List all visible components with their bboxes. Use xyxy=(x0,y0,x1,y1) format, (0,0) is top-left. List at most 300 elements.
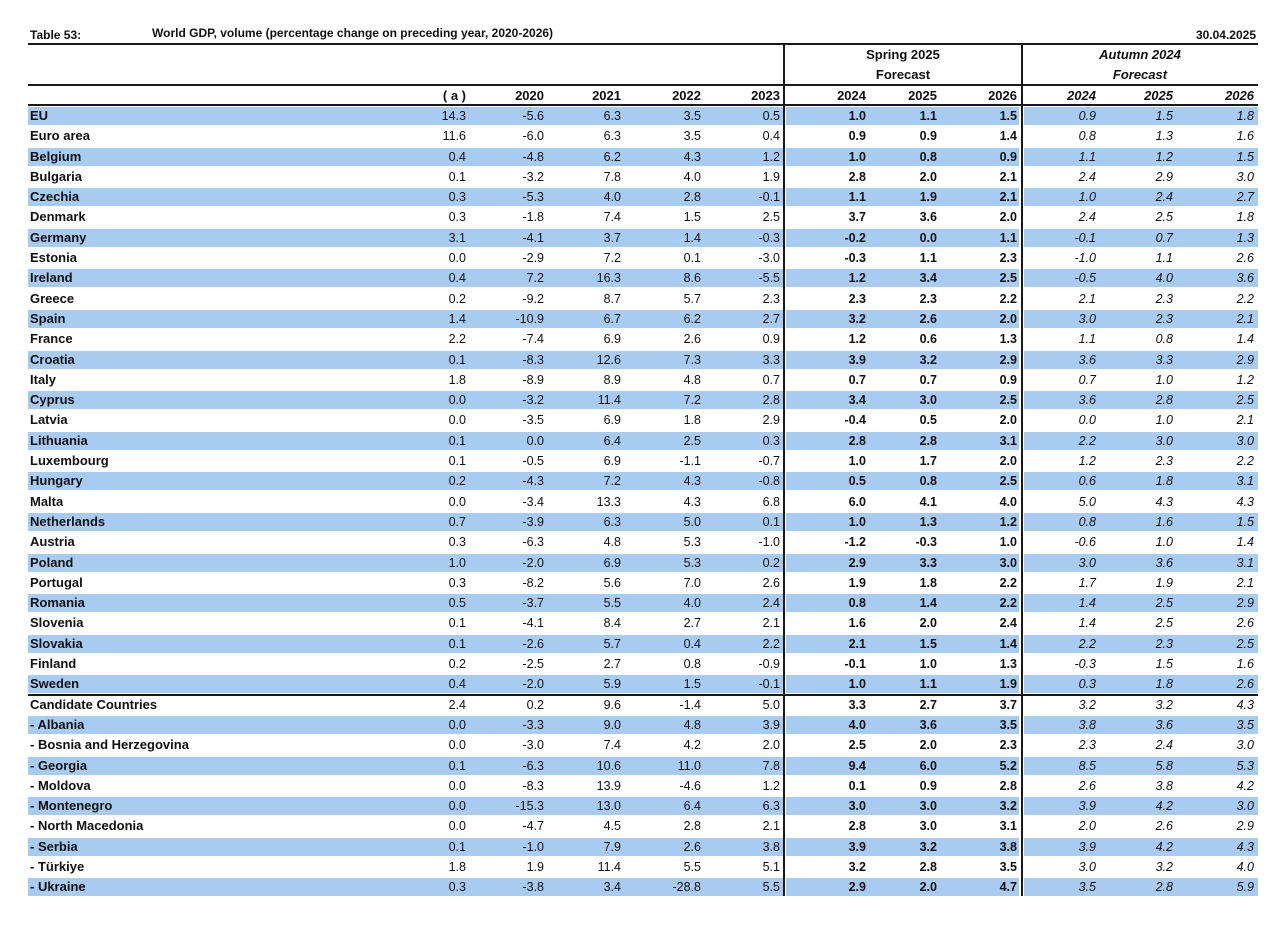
cell-value: 0.0 xyxy=(1078,413,1096,428)
cell-value: 2.9 xyxy=(762,413,780,428)
cell-value: 2.1 xyxy=(762,819,780,834)
cell-value: 2.5 xyxy=(1155,210,1173,225)
row-shading xyxy=(28,635,783,653)
cell-value: 1.1 xyxy=(919,109,937,123)
table-row xyxy=(28,573,1258,593)
cell-value: 2.9 xyxy=(1236,819,1254,834)
cell-value: -4.8 xyxy=(522,149,544,164)
cell-value: 5.9 xyxy=(603,677,621,692)
cell-value: 7.2 xyxy=(603,251,621,266)
cell-value: 3.2 xyxy=(919,839,937,854)
cell-value: 0.0 xyxy=(448,251,466,266)
cell-value: 2.7 xyxy=(603,657,621,672)
cell-value: 7.4 xyxy=(603,738,621,753)
cell-value: 0.7 xyxy=(1078,372,1096,387)
cell-value: 6.8 xyxy=(762,494,780,509)
cell-value: 0.8 xyxy=(919,149,937,164)
cell-value: 3.6 xyxy=(919,717,937,732)
cell-value: 2.0 xyxy=(999,413,1017,428)
table-row xyxy=(28,106,1258,126)
cell-value: 3.1 xyxy=(1236,474,1254,489)
cell-value: 5.2 xyxy=(999,758,1017,773)
cell-value: 3.0 xyxy=(1236,169,1254,184)
cell-value: 1.2 xyxy=(848,332,866,347)
cell-value: 2.8 xyxy=(1155,880,1173,895)
row-label: Finland xyxy=(30,656,77,672)
cell-value: 2.0 xyxy=(919,738,937,753)
table-row xyxy=(28,756,1258,776)
cell-value: -1.0 xyxy=(758,535,780,550)
cell-value: 6.0 xyxy=(848,494,866,509)
cell-value: 6.7 xyxy=(603,311,621,326)
cell-value: 2.0 xyxy=(999,210,1017,225)
cell-value: 3.9 xyxy=(1078,839,1096,854)
cell-value: 0.1 xyxy=(848,778,866,793)
spring-forecast-name: Spring 2025 xyxy=(866,47,940,62)
cell-value: 3.7 xyxy=(999,697,1017,712)
cell-value: 3.8 xyxy=(999,839,1017,854)
cell-value: 4.0 xyxy=(683,596,701,611)
row-label: - Bosnia and Herzegovina xyxy=(30,737,189,753)
row-shading xyxy=(28,513,783,531)
cell-value: 4.5 xyxy=(603,819,621,834)
cell-value: -15.3 xyxy=(515,799,544,814)
cell-value: 3.6 xyxy=(1155,717,1173,732)
cell-value: 3.2 xyxy=(1155,697,1173,712)
cell-value: -1.4 xyxy=(679,697,701,712)
cell-value: 7.8 xyxy=(603,169,621,184)
cell-value: 1.8 xyxy=(448,859,466,874)
cell-value: 1.0 xyxy=(448,555,466,570)
cell-value: 4.3 xyxy=(1236,697,1254,712)
table-row xyxy=(28,492,1258,512)
cell-value: -3.8 xyxy=(522,880,544,895)
cell-value: 0.2 xyxy=(448,291,466,306)
cell-value: 0.8 xyxy=(683,657,701,672)
cell-value: 0.3 xyxy=(448,535,466,550)
row-shading xyxy=(786,148,1019,166)
cell-value: 1.5 xyxy=(1155,109,1173,123)
cell-value: 3.3 xyxy=(762,352,780,367)
cell-value: 0.1 xyxy=(448,636,466,651)
cell-value: 2.6 xyxy=(1236,677,1254,692)
autumn-forecast-name: Autumn 2024 xyxy=(1099,47,1181,62)
cell-value: 2.6 xyxy=(1236,616,1254,631)
cell-value: 1.9 xyxy=(762,169,780,184)
cell-value: 2.5 xyxy=(999,271,1017,286)
cell-value: 3.5 xyxy=(999,717,1017,732)
table-row xyxy=(28,654,1258,674)
cell-value: 0.1 xyxy=(683,251,701,266)
row-shading xyxy=(28,757,783,775)
cell-value: 2.1 xyxy=(999,190,1017,205)
cell-value: 1.6 xyxy=(1155,514,1173,529)
cell-value: 1.0 xyxy=(1155,372,1173,387)
cell-value: 2.8 xyxy=(683,819,701,834)
cell-value: 4.3 xyxy=(683,494,701,509)
cell-value: -1.0 xyxy=(1074,251,1096,266)
row-label: Netherlands xyxy=(30,513,106,529)
cell-value: 3.1 xyxy=(999,433,1017,448)
row-shading xyxy=(28,797,783,815)
cell-value: -3.2 xyxy=(522,393,544,408)
cell-value: -4.1 xyxy=(522,616,544,631)
cell-value: 2.9 xyxy=(999,352,1017,367)
column-header-row xyxy=(28,86,1258,106)
cell-value: 2.4 xyxy=(1155,738,1173,753)
cell-value: 0.9 xyxy=(848,129,866,144)
cell-value: -4.3 xyxy=(522,474,544,489)
cell-value: -3.3 xyxy=(522,717,544,732)
cell-value: 0.0 xyxy=(448,738,466,753)
cell-value: 0.9 xyxy=(1078,109,1096,123)
table-row xyxy=(28,532,1258,552)
table-row xyxy=(28,431,1258,451)
cell-value: 4.2 xyxy=(1236,778,1254,793)
cell-value: 1.6 xyxy=(1236,657,1254,672)
cell-value: 1.8 xyxy=(1155,474,1173,489)
table-row xyxy=(28,776,1258,796)
cell-value: 0.9 xyxy=(762,332,780,347)
cell-value: 7.2 xyxy=(683,393,701,408)
table-header-line xyxy=(28,26,1258,44)
cell-value: 4.7 xyxy=(999,880,1017,895)
cell-value: 1.0 xyxy=(1155,413,1173,428)
cell-value: -3.7 xyxy=(522,596,544,611)
cell-value: 5.0 xyxy=(683,514,701,529)
cell-value: 3.6 xyxy=(1236,271,1254,286)
cell-value: 2.7 xyxy=(919,697,937,712)
cell-value: 2.0 xyxy=(1078,819,1096,834)
cell-value: 0.9 xyxy=(999,149,1017,164)
cell-value: 11.4 xyxy=(597,859,621,874)
cell-value: 2.2 xyxy=(1078,636,1096,651)
cell-value: 2.1 xyxy=(848,636,866,651)
cell-value: 6.9 xyxy=(603,454,621,469)
row-shading xyxy=(1024,838,1258,856)
table-row xyxy=(28,471,1258,491)
cell-value: 8.4 xyxy=(603,616,621,631)
cell-value: 1.5 xyxy=(999,109,1017,123)
row-label: Hungary xyxy=(30,473,83,489)
row-shading xyxy=(28,878,783,896)
spring-forecast-sub: Forecast xyxy=(875,67,931,82)
cell-value: -2.0 xyxy=(522,555,544,570)
cell-value: 2.3 xyxy=(919,291,937,306)
cell-value: 2.5 xyxy=(683,433,701,448)
row-shading xyxy=(1024,391,1258,409)
cell-value: 0.7 xyxy=(762,372,780,387)
cell-value: 3.2 xyxy=(848,311,866,326)
cell-value: 2.3 xyxy=(1155,291,1173,306)
cell-value: -8.9 xyxy=(522,372,544,387)
row-shading xyxy=(1024,878,1258,896)
autumn-forecast-header xyxy=(1040,45,1240,85)
cell-value: 0.4 xyxy=(448,677,466,692)
cell-value: 0.1 xyxy=(448,758,466,773)
cell-value: 1.0 xyxy=(848,109,866,123)
row-label: - Ukraine xyxy=(30,879,86,895)
cell-value: 4.3 xyxy=(1236,494,1254,509)
cell-value: 8.5 xyxy=(1078,758,1096,773)
cell-value: 4.3 xyxy=(1236,839,1254,854)
row-label: France xyxy=(30,331,73,347)
row-shading xyxy=(786,594,1019,612)
cell-value: 0.0 xyxy=(919,230,937,245)
cell-value: 4.3 xyxy=(683,149,701,164)
cell-value: 1.3 xyxy=(999,657,1017,672)
cell-value: 1.1 xyxy=(919,251,937,266)
cell-value: -3.4 xyxy=(522,494,544,509)
cell-value: 1.5 xyxy=(683,210,701,225)
row-label: Poland xyxy=(30,554,74,570)
autumn-forecast-sub: Forecast xyxy=(1112,67,1168,82)
row-label: Slovenia xyxy=(30,615,84,631)
cell-value: 4.2 xyxy=(683,738,701,753)
cell-value: 2.6 xyxy=(919,311,937,326)
cell-value: 1.6 xyxy=(1236,129,1254,144)
cell-value: 6.3 xyxy=(603,514,621,529)
cell-value: -0.1 xyxy=(758,190,780,205)
table-row xyxy=(28,877,1258,897)
cell-value: 2.9 xyxy=(848,880,866,895)
eu-group-separator xyxy=(28,694,1258,696)
table-row xyxy=(28,857,1258,877)
cell-value: 4.8 xyxy=(683,717,701,732)
cell-value: 5.7 xyxy=(603,636,621,651)
col-header-a: ( a ) xyxy=(442,88,466,103)
cell-value: -7.4 xyxy=(522,332,544,347)
row-shading xyxy=(1024,594,1258,612)
cell-value: 3.1 xyxy=(448,230,466,245)
row-label: Malta xyxy=(30,493,64,509)
cell-value: 5.3 xyxy=(1236,758,1254,773)
cell-value: 2.5 xyxy=(848,738,866,753)
cell-value: 2.0 xyxy=(919,880,937,895)
cell-value: -0.2 xyxy=(844,230,866,245)
row-shading xyxy=(1024,757,1258,775)
row-shading xyxy=(786,757,1019,775)
row-shading xyxy=(786,432,1019,450)
table-row xyxy=(28,187,1258,207)
cell-value: 1.2 xyxy=(762,149,780,164)
cell-value: 2.3 xyxy=(999,738,1017,753)
cell-value: 2.0 xyxy=(919,616,937,631)
cell-value: 13.9 xyxy=(596,778,621,793)
cell-value: 3.7 xyxy=(603,230,621,245)
cell-value: 3.1 xyxy=(1236,555,1254,570)
row-shading xyxy=(28,310,783,328)
cell-value: 4.0 xyxy=(1236,859,1254,874)
cell-value: 0.3 xyxy=(448,575,466,590)
cell-value: 4.0 xyxy=(999,494,1017,509)
row-shading xyxy=(786,554,1019,572)
cell-value: 1.1 xyxy=(1078,332,1096,347)
cell-value: 3.0 xyxy=(1078,555,1096,570)
cell-value: -0.1 xyxy=(844,657,866,672)
col-header-autumn-2026: 2026 xyxy=(1225,88,1254,103)
cell-value: 3.5 xyxy=(683,129,701,144)
cell-value: 3.1 xyxy=(999,819,1017,834)
table-row xyxy=(28,553,1258,573)
row-shading xyxy=(28,148,783,166)
row-label: Germany xyxy=(30,229,87,245)
table-row xyxy=(28,634,1258,654)
cell-value: 9.0 xyxy=(603,717,621,732)
cell-value: 3.5 xyxy=(1236,717,1254,732)
cell-value: 1.3 xyxy=(1155,129,1173,144)
cell-value: 3.4 xyxy=(848,393,866,408)
table-row xyxy=(28,147,1258,167)
cell-value: -2.9 xyxy=(522,251,544,266)
cell-value: 3.8 xyxy=(1155,778,1173,793)
cell-value: 1.4 xyxy=(1078,596,1096,611)
cell-value: 3.8 xyxy=(1078,717,1096,732)
table-row xyxy=(28,248,1258,268)
cell-value: 2.2 xyxy=(999,596,1017,611)
cell-value: 3.5 xyxy=(1078,880,1096,895)
cell-value: 5.5 xyxy=(683,859,701,874)
cell-value: 5.5 xyxy=(762,880,780,895)
cell-value: 2.3 xyxy=(1155,636,1173,651)
row-shading xyxy=(786,391,1019,409)
cell-value: 1.4 xyxy=(999,636,1017,651)
cell-value: 6.3 xyxy=(603,129,621,144)
cell-value: 0.1 xyxy=(448,454,466,469)
cell-value: 0.1 xyxy=(448,616,466,631)
col-header-autumn-2025: 2025 xyxy=(1144,88,1173,103)
row-shading xyxy=(28,675,783,693)
cell-value: 1.8 xyxy=(919,575,937,590)
row-shading xyxy=(786,797,1019,815)
table-number: Table 53: xyxy=(30,28,82,42)
cell-value: 2.8 xyxy=(848,169,866,184)
cell-value: 9.6 xyxy=(603,697,621,712)
cell-value: 0.0 xyxy=(526,433,544,448)
cell-value: 2.1 xyxy=(999,169,1017,184)
row-shading xyxy=(28,594,783,612)
spring-forecast-header xyxy=(808,45,998,85)
row-shading xyxy=(786,716,1019,734)
cell-value: -9.2 xyxy=(522,291,544,306)
cell-value: -6.3 xyxy=(522,535,544,550)
cell-value: 5.8 xyxy=(1155,758,1173,773)
cell-value: 1.3 xyxy=(1236,230,1254,245)
row-shading xyxy=(1024,554,1258,572)
cell-value: -6.0 xyxy=(522,129,544,144)
row-shading xyxy=(28,432,783,450)
cell-value: 2.2 xyxy=(762,636,780,651)
cell-value: 0.1 xyxy=(448,839,466,854)
cell-value: 0.2 xyxy=(526,697,544,712)
cell-value: -8.3 xyxy=(522,352,544,367)
row-label: Sweden xyxy=(30,676,80,692)
cell-value: 0.3 xyxy=(762,433,780,448)
cell-value: 1.0 xyxy=(848,149,866,164)
cell-value: 6.3 xyxy=(603,109,621,123)
cell-value: 3.0 xyxy=(919,799,937,814)
row-shading xyxy=(1024,310,1258,328)
cell-value: 2.4 xyxy=(999,616,1017,631)
cell-value: -0.3 xyxy=(915,535,937,550)
row-shading xyxy=(786,838,1019,856)
row-label: Cyprus xyxy=(30,392,75,408)
row-shading xyxy=(786,513,1019,531)
row-label: Latvia xyxy=(30,412,68,428)
cell-value: 1.2 xyxy=(999,514,1017,529)
cell-value: 1.8 xyxy=(1155,677,1173,692)
cell-value: 2.5 xyxy=(999,393,1017,408)
cell-value: 0.0 xyxy=(448,717,466,732)
row-label: Euro area xyxy=(30,128,90,144)
cell-value: 5.0 xyxy=(1078,494,1096,509)
col-header-spring-2026: 2026 xyxy=(988,88,1017,103)
row-shading xyxy=(28,391,783,409)
cell-value: -6.3 xyxy=(522,758,544,773)
cell-value: 0.9 xyxy=(919,778,937,793)
cell-value: 5.3 xyxy=(683,555,701,570)
row-label: Portugal xyxy=(30,574,83,590)
table-row xyxy=(28,207,1258,227)
row-shading xyxy=(28,351,783,369)
row-shading xyxy=(1024,716,1258,734)
cell-value: 0.6 xyxy=(1078,474,1096,489)
cell-value: -1.1 xyxy=(679,454,701,469)
row-shading xyxy=(1024,797,1258,815)
table-row xyxy=(28,126,1258,146)
cell-value: 4.0 xyxy=(1155,271,1173,286)
cell-value: 1.0 xyxy=(848,514,866,529)
cell-value: 2.7 xyxy=(762,311,780,326)
cell-value: 13.0 xyxy=(596,799,621,814)
cell-value: 3.0 xyxy=(1236,433,1254,448)
cell-value: 5.9 xyxy=(1236,880,1254,895)
row-shading xyxy=(786,878,1019,896)
cell-value: -5.5 xyxy=(758,271,780,286)
cell-value: -0.5 xyxy=(522,454,544,469)
row-shading xyxy=(28,716,783,734)
cell-value: 4.1 xyxy=(919,494,937,509)
row-label: Estonia xyxy=(30,250,77,266)
cell-value: 10.6 xyxy=(596,758,621,773)
row-shading xyxy=(28,554,783,572)
cell-value: 1.5 xyxy=(1236,514,1254,529)
cell-value: 0.4 xyxy=(762,129,780,144)
row-label: EU xyxy=(30,108,49,123)
cell-value: 0.9 xyxy=(919,129,937,144)
table-row xyxy=(28,370,1258,390)
gdp-table-body xyxy=(28,106,1258,898)
cell-value: 1.4 xyxy=(448,311,466,326)
row-shading xyxy=(28,107,783,125)
cell-value: 0.3 xyxy=(448,880,466,895)
table-row xyxy=(28,410,1258,430)
cell-value: 7.8 xyxy=(762,758,780,773)
cell-value: 2.1 xyxy=(1236,311,1254,326)
cell-value: 1.2 xyxy=(848,271,866,286)
cell-value: 3.5 xyxy=(999,859,1017,874)
cell-value: 3.8 xyxy=(762,839,780,854)
cell-value: 2.4 xyxy=(1078,169,1096,184)
cell-value: 6.9 xyxy=(603,413,621,428)
cell-value: -5.6 xyxy=(522,109,544,123)
cell-value: 0.3 xyxy=(448,210,466,225)
cell-value: 5.1 xyxy=(762,859,780,874)
cell-value: 0.5 xyxy=(919,413,937,428)
row-shading xyxy=(28,269,783,287)
cell-value: 1.0 xyxy=(848,454,866,469)
row-shading xyxy=(1024,432,1258,450)
